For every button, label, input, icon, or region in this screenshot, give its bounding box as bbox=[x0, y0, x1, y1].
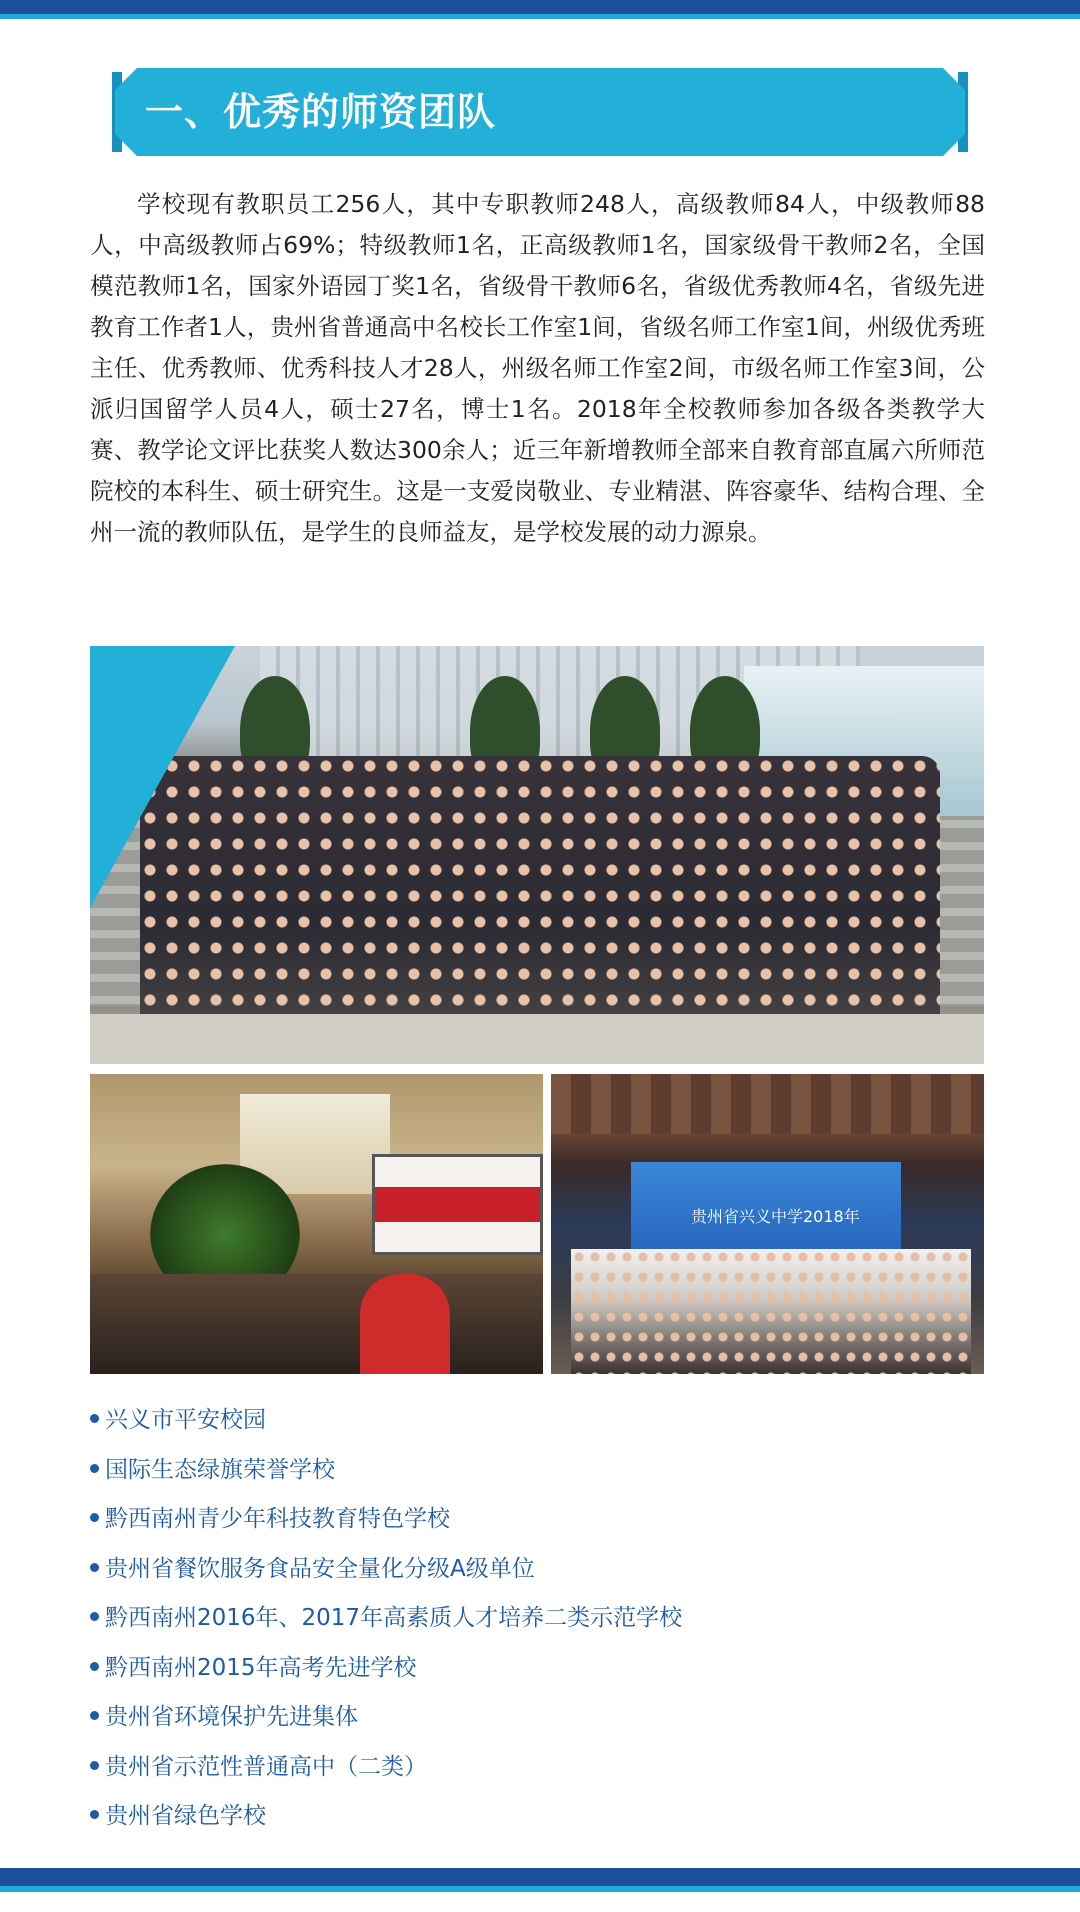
photo-screen-band bbox=[375, 1187, 540, 1222]
intro-paragraph: 学校现有教职员工256人，其中专职教师248人，高级教师84人，中级教师88人，中高级教师占69%；特级教师1名，正高级教师1名，国家级骨干教师2名，全国模范教师1名，国家外语园丁奖1名，省级骨干教师6名，省级优秀教师4名，省级先进教育工作者1人，贵州省普通高中名校长工作室1间，省级名师工作室1间，州级优秀班主任、优秀教师、优秀科技人才28人，州级名师工作室2间，市级名师工作室3间，公派归国留学人员4人，硕士27名，博士1名。2018年全校教师参加各级各类教学大赛、教学论文评比获奖人数达300余人；近三年新增教师全部来自教育部直属六所师范院校的本科生、硕士研究生。这是一支爱岗敬业、专业精湛、阵容豪华、结构合理、全州一流的教师队伍，是学生的良师益友，是学校发展的动力源泉。 bbox=[90, 190, 985, 546]
list-item bbox=[90, 1644, 682, 1694]
photo-crowd bbox=[140, 756, 940, 1036]
bullet-icon bbox=[90, 1414, 99, 1423]
section-title: 一、优秀的师资团队 bbox=[145, 90, 497, 134]
bullet-icon bbox=[90, 1761, 99, 1770]
list-item bbox=[90, 1495, 682, 1545]
honor-label: 贵州省环境保护先进集体 bbox=[105, 1704, 358, 1730]
bottom-border-bar bbox=[0, 1868, 1080, 1886]
photo-stage-text: 贵州省兴义中学2018年 bbox=[691, 1207, 860, 1226]
honor-label: 贵州省示范性普通高中（二类） bbox=[105, 1753, 427, 1780]
photo-ground bbox=[90, 1014, 984, 1064]
list-item bbox=[90, 1396, 682, 1446]
honors-list bbox=[90, 1396, 682, 1842]
photo-curtain bbox=[551, 1074, 984, 1134]
list-item bbox=[90, 1446, 682, 1496]
photo-people bbox=[571, 1249, 971, 1374]
honor-label: 黔西南州2016年、2017年高素质人才培养二类示范学校 bbox=[105, 1605, 683, 1631]
honor-label: 国际生态绿旗荣誉学校 bbox=[105, 1456, 335, 1483]
top-accent-line bbox=[0, 14, 1080, 19]
bullet-icon bbox=[90, 1612, 99, 1621]
list-item bbox=[90, 1594, 682, 1644]
top-border-bar bbox=[0, 0, 1080, 14]
photo-table bbox=[90, 1274, 543, 1374]
meeting-photo bbox=[90, 1074, 543, 1374]
bottom-accent-line bbox=[0, 1886, 1080, 1892]
bullet-icon bbox=[90, 1513, 99, 1522]
photo-presentation-screen bbox=[372, 1154, 543, 1255]
honor-label: 贵州省餐饮服务食品安全量化分级A级单位 bbox=[105, 1555, 535, 1582]
list-item bbox=[90, 1545, 682, 1595]
honor-label: 黔西南州青少年科技教育特色学校 bbox=[105, 1506, 450, 1532]
award-ceremony-photo bbox=[551, 1074, 984, 1374]
bullet-icon bbox=[90, 1563, 99, 1572]
bullet-icon bbox=[90, 1810, 99, 1819]
faculty-group-photo bbox=[90, 646, 984, 1064]
list-item bbox=[90, 1693, 682, 1743]
list-item bbox=[90, 1743, 682, 1793]
bullet-icon bbox=[90, 1464, 99, 1473]
bullet-icon bbox=[90, 1711, 99, 1720]
bullet-icon bbox=[90, 1662, 99, 1671]
list-item bbox=[90, 1792, 682, 1842]
honor-label: 贵州省绿色学校 bbox=[105, 1803, 266, 1829]
honor-label: 黔西南州2015年高考先进学校 bbox=[105, 1654, 417, 1681]
photo-person bbox=[360, 1274, 450, 1374]
honor-label: 兴义市平安校园 bbox=[105, 1407, 266, 1433]
